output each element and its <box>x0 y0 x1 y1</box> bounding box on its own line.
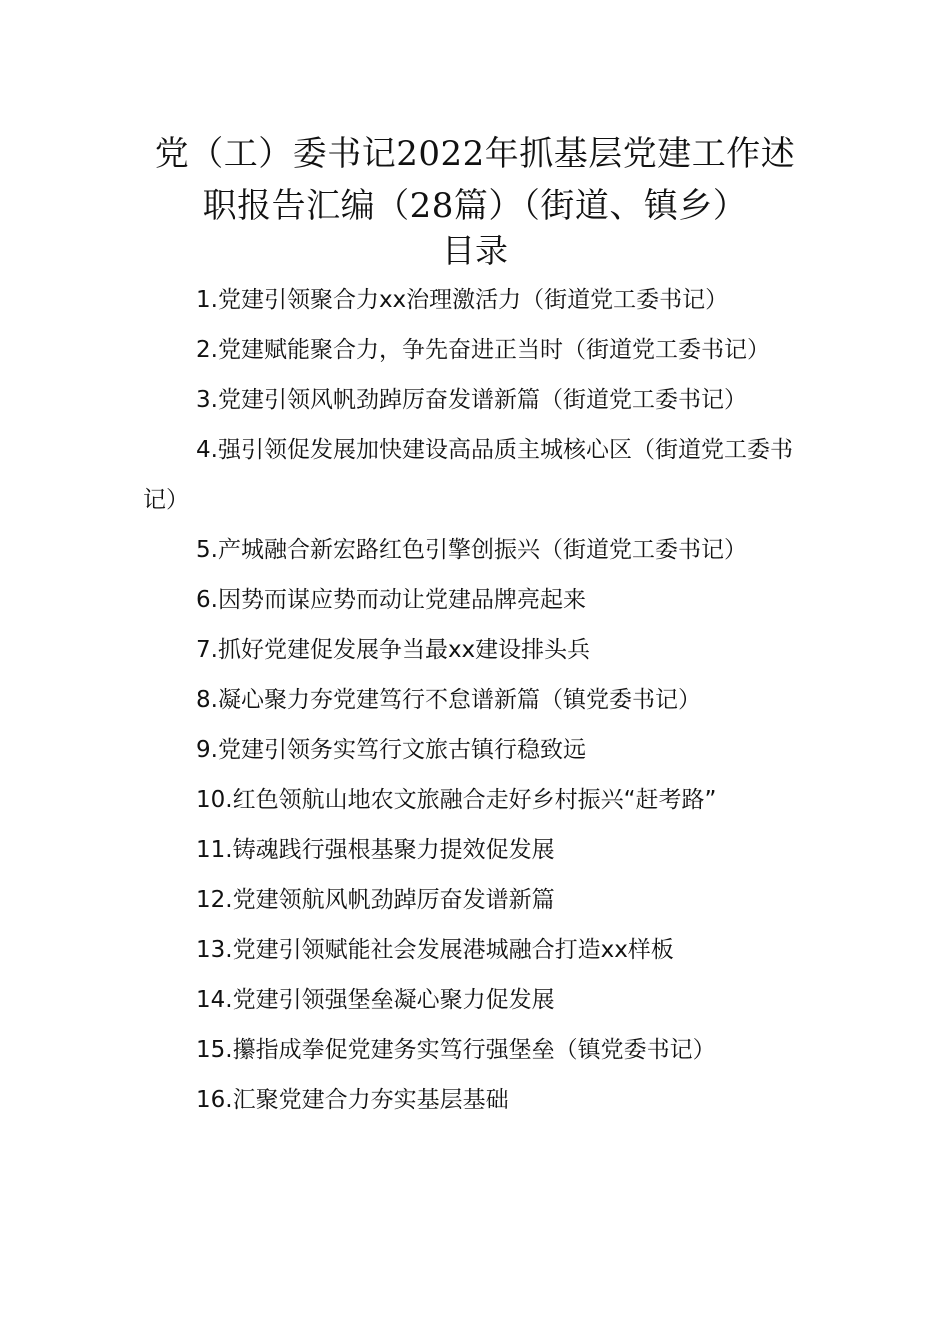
toc-item: 13.党建引领赋能社会发展港城融合打造xx样板 <box>196 937 674 963</box>
toc-item: 14.党建引领强堡垒凝心聚力促发展 <box>196 987 555 1013</box>
toc-item: 9.党建引领务实笃行文旅古镇行稳致远 <box>196 737 586 763</box>
toc-item: 5.产城融合新宏路红色引擎创振兴（街道党工委书记） <box>196 537 747 563</box>
toc-item: 2.党建赋能聚合力，争先奋进正当时（街道党工委书记） <box>196 337 770 363</box>
title-line-1: 党（工）委书记2022年抓基层党建工作述 <box>154 134 796 174</box>
toc-item: 6.因势而谋应势而动让党建品牌亮起来 <box>196 587 586 613</box>
toc-item: 3.党建引领风帆劲踔厉奋发谱新篇（街道党工委书记） <box>196 387 747 413</box>
toc-item: 8.凝心聚力夯党建笃行不怠谱新篇（镇党委书记） <box>196 687 701 713</box>
toc-item: 4.强引领促发展加快建设高品质主城核心区（街道党工委书记） <box>143 437 793 513</box>
title-line-2: 职报告汇编（28篇）（街道、镇乡） <box>202 186 748 226</box>
document-title <box>140 128 810 232</box>
toc-item: 16.汇聚党建合力夯实基层基础 <box>196 1087 509 1113</box>
toc-item: 15.攥指成拳促党建务实笃行强堡垒（镇党委书记） <box>196 1037 716 1063</box>
toc-item: 10.红色领航山地农文旅融合走好乡村振兴“赶考路” <box>196 787 717 813</box>
toc-item: 7.抓好党建促发展争当最xx建设排头兵 <box>196 637 591 663</box>
table-of-contents <box>143 275 813 1125</box>
toc-item: 11.铸魂践行强根基聚力提效促发展 <box>196 837 555 863</box>
toc-heading: 目录 <box>442 231 508 270</box>
toc-item: 1.党建引领聚合力xx治理激活力（街道党工委书记） <box>196 287 729 313</box>
toc-item: 12.党建领航风帆劲踔厉奋发谱新篇 <box>196 887 555 913</box>
